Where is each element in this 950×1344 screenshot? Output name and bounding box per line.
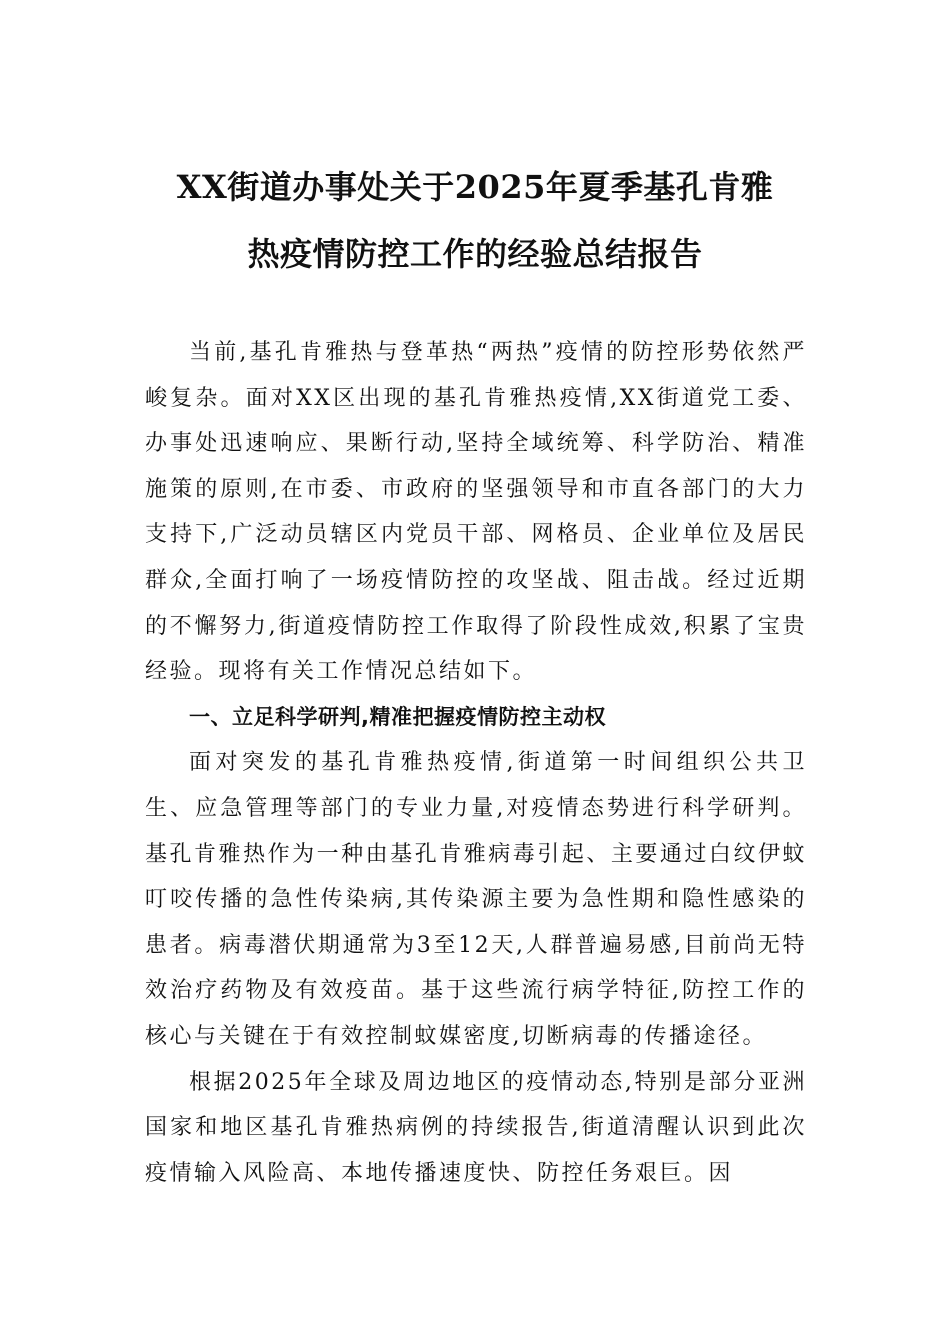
document-body [145, 330, 807, 1196]
document-title-line-1: XX街道办事处关于2025年夏季基孔肯雅 [176, 168, 774, 206]
section-1-paragraph-2: 根据2025年全球及周边地区的疫情动态,特别是部分亚洲国家和地区基孔肯雅热病例的持续报告,街道清醒认识到此次疫情输入风险高、本地传播速度快、防控任务艰巨。因 [145, 1069, 807, 1186]
section-heading-1: 一、立足科学研判,精准把握疫情防控主动权 [189, 704, 606, 729]
intro-paragraph: 当前,基孔肯雅热与登革热“两热”疫情的防控形势依然严峻复杂。面对XX区出现的基孔肯雅热疫情,XX街道党工委、办事处迅速响应、果断行动,坚持全域统筹、科学防治、精准施策的原则,在市委、市政府的坚强领导和市直各部门的大力支持下,广泛动员辖区内党员干部、网格员、企业单位及居民群众,全面打响了一场疫情防控的攻坚战、阻击战。经过近期的不懈努力,街道疫情防控工作取得了阶段性成效,积累了宝贵经验。现将有关工作情况总结如下。 [145, 340, 807, 685]
section-1-paragraph-1: 面对突发的基孔肯雅热疫情,街道第一时间组织公共卫生、应急管理等部门的专业力量,对疫情态势进行科学研判。基孔肯雅热作为一种由基孔肯雅病毒引起、主要通过白纹伊蚊叮咬传播的急性传染病,其传染源主要为急性期和隐性感染的患者。病毒潜伏期通常为3至12天,人群普遍易感,目前尚无特效治疗药物及有效疫苗。基于这些流行病学特征,防控工作的核心与关键在于有效控制蚊媒密度,切断病毒的传播途径。 [145, 750, 807, 1049]
document-title-line-2: 热疫情防控工作的经验总结报告 [247, 235, 703, 273]
